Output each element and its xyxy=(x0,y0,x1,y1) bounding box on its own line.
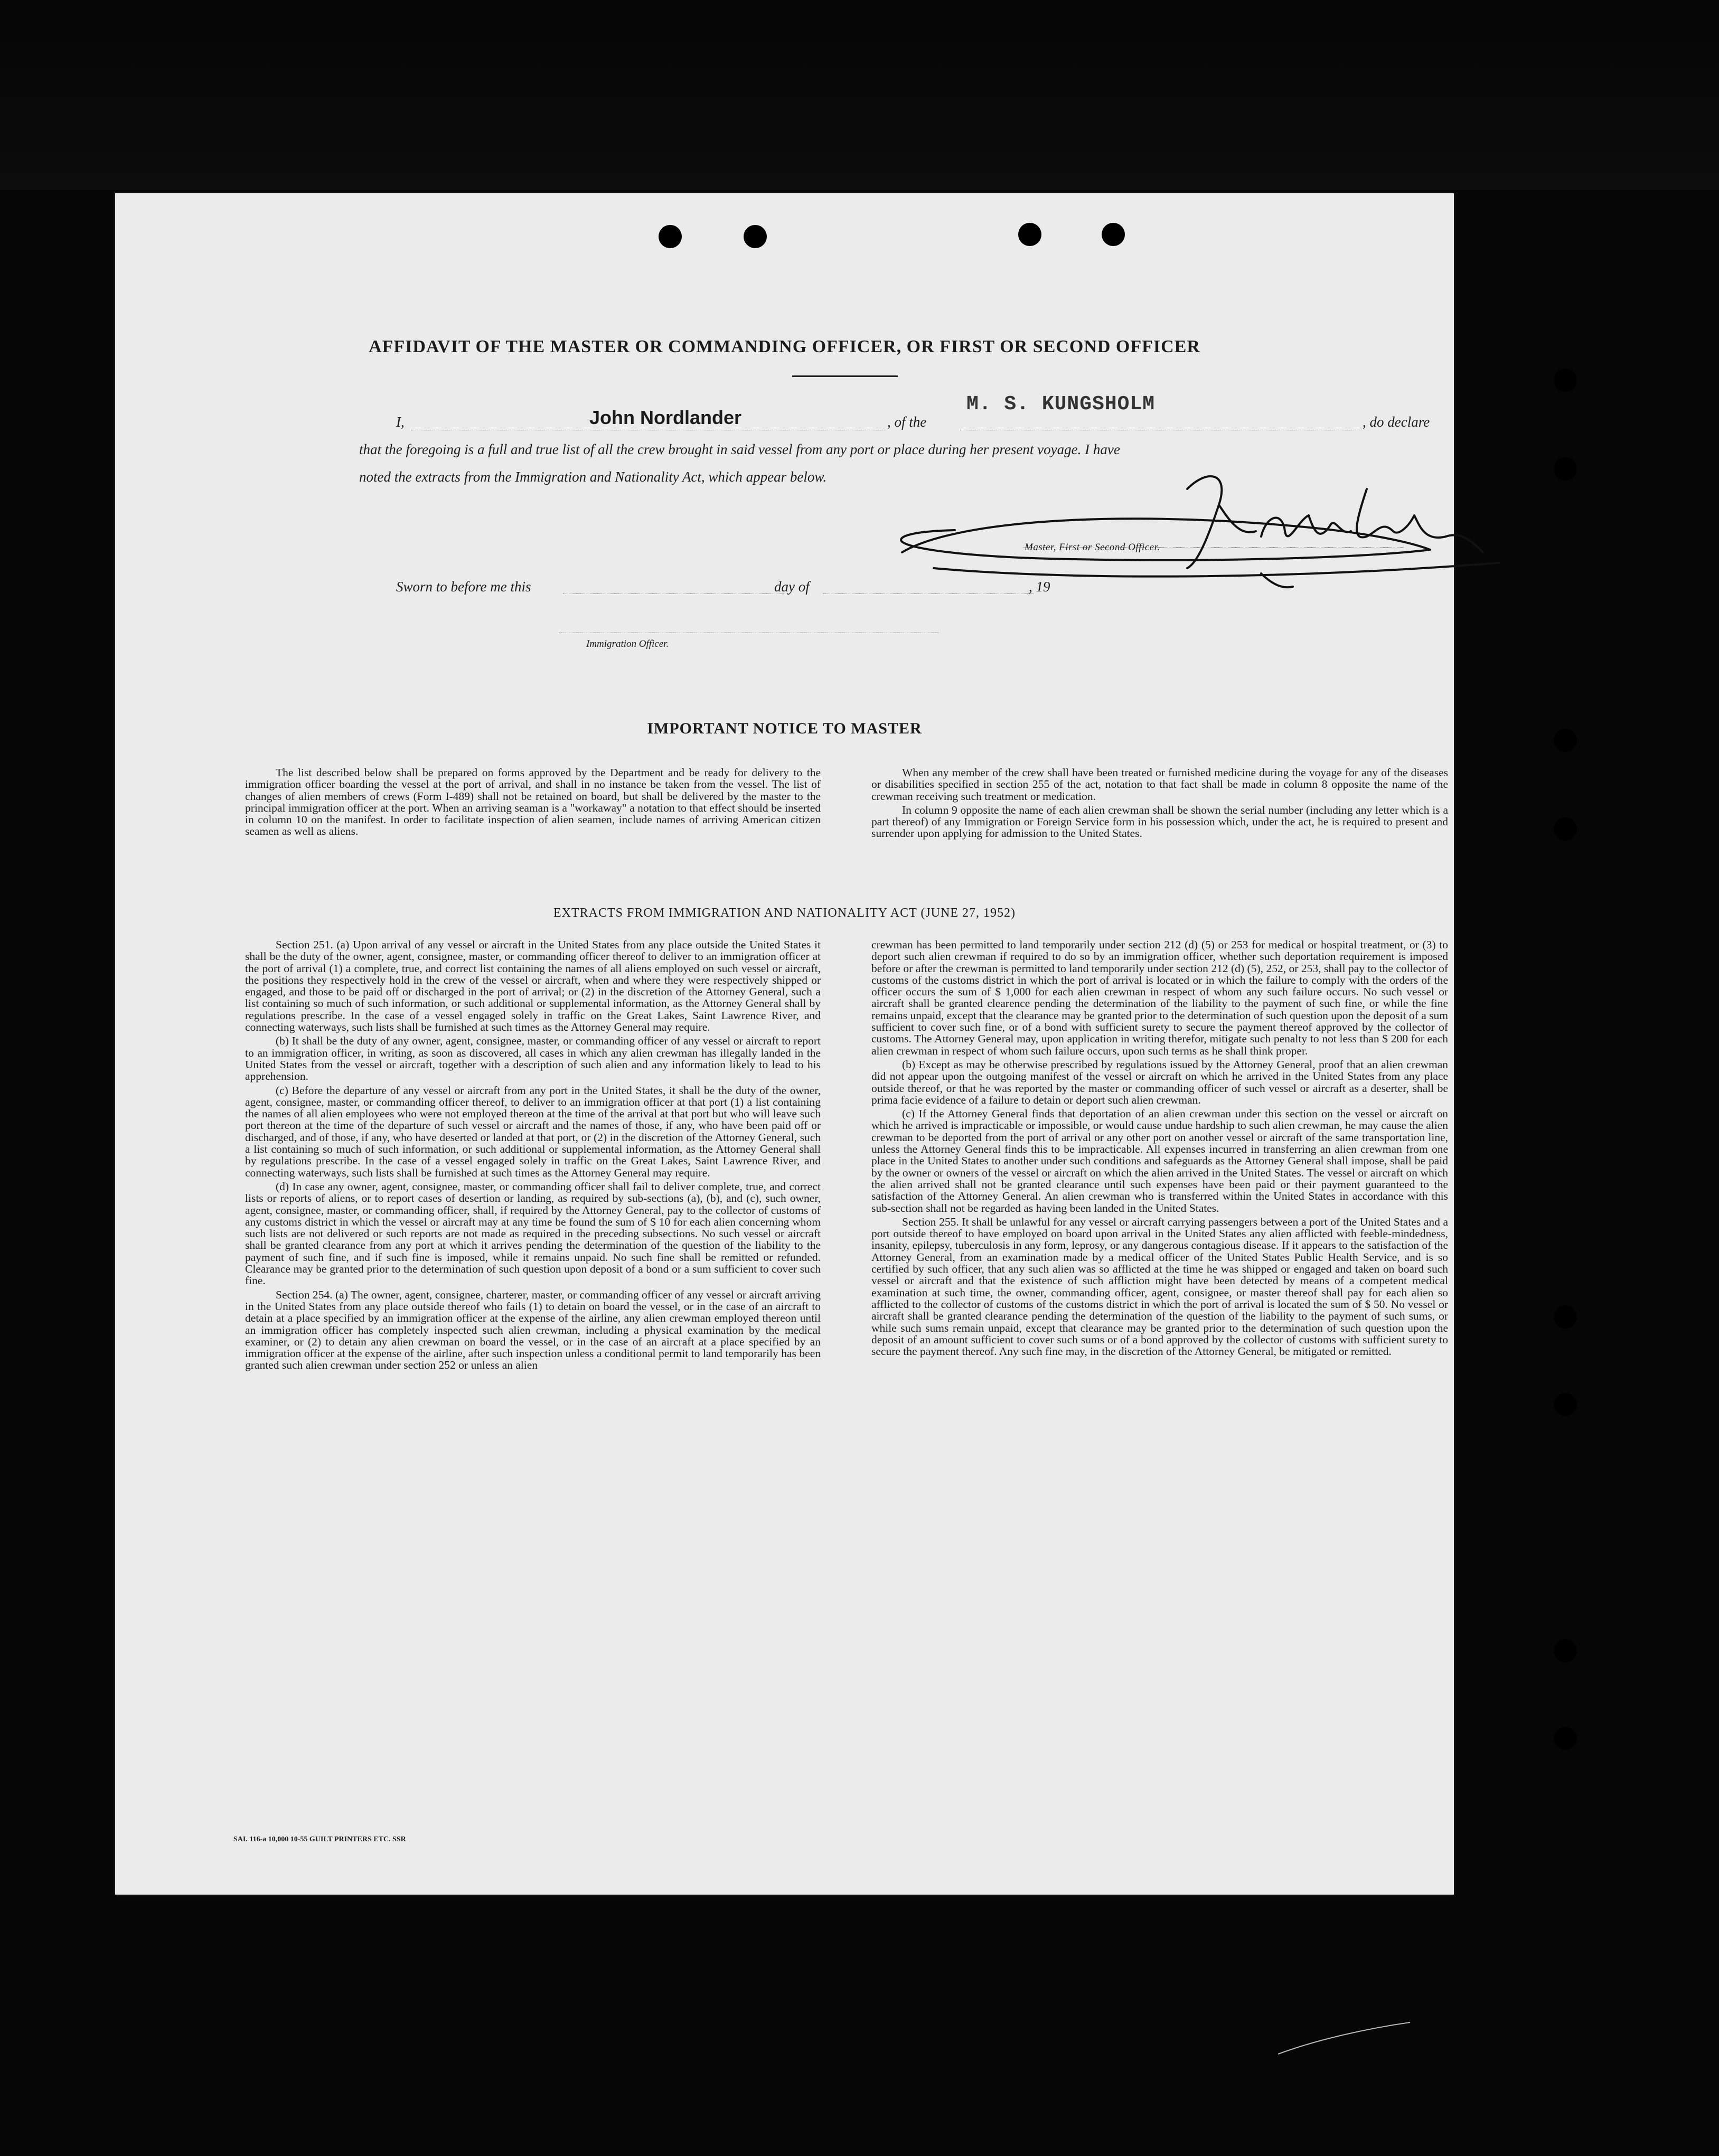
declaration-line-2: that the foregoing is a full and true list of all the crew brought in said vessel from any port or place during her present voyage. I have xyxy=(359,441,1120,457)
punch-hole xyxy=(1554,1305,1577,1329)
form-code: SAI. 116-a 10,000 10-55 GUILT PRINTERS ETC. SSR xyxy=(233,1835,406,1843)
punch-hole xyxy=(1554,817,1577,841)
extract-paragraph: (c) If the Attorney General finds that deportation of an alien crewman under this section on the vessel or aircraft on which he arrived is impracticable or impossible, or would cause undue hardship to such alien crewman, he may cause the alien crewman to be deported from the port of arrival or any other port on another vessel or aircraft of the same transportation line, unless the Attorney General finds this to be impracticable. All expenses incurred in transferring an alien crewman from one place in the United States to another under such conditions and safeguards as the Attorney General shall impose, shall be paid by the owner or owners of the vessel or aircraft on which the alien arrived in the United States. The vessel or aircraft on which the alien arrived shall not be granted clearance until such expenses have been paid or their payment guaranteed to the satisfaction of the Attorney General. An alien crewman who is transferred within the United States in accordance with this sub-section shall not be regarded as having been landed in the United States. xyxy=(871,1107,1448,1214)
punch-hole xyxy=(1554,1727,1577,1750)
master-name-value: John Nordlander xyxy=(589,407,742,428)
master-signature xyxy=(891,457,1515,595)
extract-paragraph: (d) In case any owner, agent, consignee, master, or commanding officer shall fail to deliver complete, true, and correct lists or reports of aliens, or to report cases of desertion or landing, as required by sub-sections (a), (b), and (c), such owner, agent, consignee, master, or commanding officer, shall, if required by the Attorney General, pay to the collector of customs of any customs district in which the vessel or aircraft may at any time be found the sum of $ 10 for each alien concerning whom such lists are not delivered or such reports are not made as required in the preceding subsections. No such vessel or aircraft shall be granted clearance from any port at which it arrives pending the determination of the question of the liability to the payment of such fine, and if such fine is imposed, while it remains unpaid. No such fine shall be remitted or refunded. Clearance may be granted prior to the determination of such question upon deposit of a bond or a sum sufficient to cover such fine. xyxy=(245,1180,821,1287)
scan-dark-margin xyxy=(0,0,1719,190)
punch-hole xyxy=(1018,223,1041,246)
affidavit-document-page xyxy=(115,193,1454,1895)
do-declare-label: , do declare xyxy=(1363,414,1430,430)
punch-hole xyxy=(1554,457,1577,481)
sworn-prefix: Sworn to before me this xyxy=(396,579,531,595)
punch-hole xyxy=(1554,729,1577,752)
extract-paragraph: (c) Before the departure of any vessel or aircraft from any port in the United States, it shall be the duty of the owner, agent, consignee, master, or commanding officer thereof, to deliver to an immigration officer at that port (1) a list containing the names of all alien employees who were not employed thereon at the time of the arrival at that port but who will leave such port thereon at the time of the departure of such vessel or aircraft and the names of those, if any, who have been paid off or discharged, and of those, if any, who have deserted or landed at that port, or (2) in the discretion of the Attorney General, such a list containing so much of such information, or such additional or supplemental information, as the Attorney General shall by regulations prescribe. In the case of a vessel engaged solely in traffic on the Great Lakes, Saint Lawrence River, and connecting waterways, such lists shall be furnished at such times as the Attorney General may require. xyxy=(245,1084,821,1179)
title-underline xyxy=(792,375,898,377)
declaration-line-3: noted the extracts from the Immigration and Nationality Act, which appear below. xyxy=(359,469,827,485)
notice-paragraph: When any member of the crew shall have been treated or furnished medicine during the voyage for any of the diseases or disabilities specified in section 255 of the act, notation to that fact shall be made in column 8 opposite the name of the crewman receiving such treatment or medication. xyxy=(871,766,1448,803)
signature-caption: Master, First or Second Officer. xyxy=(1025,542,1160,553)
extracts-title: EXTRACTS FROM IMMIGRATION AND NATIONALITY ACT (JUNE 27, 1952) xyxy=(553,906,1016,920)
extracts-right-column xyxy=(871,939,1448,1359)
punch-hole xyxy=(659,225,682,248)
extract-paragraph: Section 254. (a) The owner, agent, consignee, charterer, master, or commanding officer of any vessel or aircraft arriving in the United States from any place outside thereof who fails (1) to detain on board the vessel, or in the case of an aircraft to detain at a place specified by an immigration officer at the expense of the airline, any alien crewman employed thereon until an immigration officer has completely inspected such alien crewman, including a physical examination by the medical examiner, or (2) to detain any alien crewman on board the vessel, or in the case of an aircraft at a place specified by an immigration officer at the expense of the airline, after such inspection unless a conditional permit to land temporarily has been granted such alien crewman under section 252 or unless an alien xyxy=(245,1288,821,1372)
punch-hole xyxy=(1102,223,1125,246)
punch-hole xyxy=(1554,1393,1577,1416)
scan-scratch xyxy=(1278,2017,1415,2059)
extract-paragraph: (b) It shall be the duty of any owner, agent, consignee, master, or commanding officer of any vessel or aircraft to report to an immigration officer, in writing, as soon as discovered, all cases in which any alien crewman has illegally landed in the United States from the vessel or aircraft, together with a description of such alien and any information likely to lead to his apprehension. xyxy=(245,1034,821,1083)
punch-hole xyxy=(744,225,767,248)
of-the-label: , of the xyxy=(887,414,927,430)
sworn-year-label: , 19 xyxy=(1029,579,1050,595)
extract-paragraph: crewman has been permitted to land temporarily under section 212 (d) (5) or 253 for medical or hospital treatment, or (3) to deport such alien crewman if required to do so by an immigration officer, whether such deportation requirement is imposed before or after the crewman is permitted to land temporarily under section 212 (d) (5), 252, or 253, shall pay to the collector of customs of the customs district in which the port of arrival is located or in which the failure to comply with the orders of the officer occurs the sum of $ 1,000 for each alien crewman in respect of whom any such failure occurs. No such vessel or aircraft shall be granted clearence pending the determination of the liability to the payment of such fine, or while the fine remains unpaid, except that the clearance may be granted prior to the determination of such question upon the deposit of a sum sufficient to cover such fine, or of a bond with sufficient surety to secure the payment thereof approved by the collector of customs. The Attorney General may, upon application in writing therefor, mitigate such penalty to not less than $ 200 for each alien crewman in respect of whom such failure occurs, upon such terms as he shall think proper. xyxy=(871,938,1448,1057)
notice-paragraph: In column 9 opposite the name of each alien crewman shall be shown the serial number (including any letter which is a part thereof) of any Immigration or Foreign Service form in his possession which, under the act, he is required to present and surrender upon applying for admission to the United States. xyxy=(871,803,1448,840)
extracts-left-column xyxy=(245,939,821,1373)
declarant-prefix: I, xyxy=(396,414,405,430)
extract-paragraph: Section 251. (a) Upon arrival of any vessel or aircraft in the United States from any place outside the United States it shall be the duty of the owner, agent, consignee, master, or commanding officer thereof to deliver to an immigration officer at the port of arrival (1) a complete, true, and correct list containing the names of all aliens employed on such vessel or aircraft, the positions they respectively hold in the crew of the vessel or aircraft, when and where they were respectively shipped or engaged, and those to be paid off or discharged in the port of arrival; or (2) in the discretion of the Attorney General, such a list containing so much of such information, or such additional or supplemental information, as the Attorney General shall by regulations prescribe. In the case of a vessel engaged solely in traffic on the Great Lakes, Saint Lawrence River, and connecting waterways, such lists shall be furnished at such times as the Attorney General may require. xyxy=(245,938,821,1034)
sworn-day-of-label: day of xyxy=(774,579,810,595)
affidavit-title: AFFIDAVIT OF THE MASTER OR COMMANDING OFFICER, OR FIRST OR SECOND OFFICER xyxy=(369,337,1200,356)
officer-caption: Immigration Officer. xyxy=(586,638,669,649)
extract-paragraph: (b) Except as may be otherwise prescribed by regulations issued by the Attorney General, proof that an alien crewman did not appear upon the outgoing manifest of the vessel or aircraft on which he arrived in the United States from any place outside thereof, or that he was reported by the master or commanding officer of such vessel or aircraft as a deserter, shall be prima facie evidence of a failure to detain or deport such alien crewman. xyxy=(871,1058,1448,1106)
extract-paragraph: Section 255. It shall be unlawful for any vessel or aircraft carrying passengers between a port of the United States and a port outside thereof to have employed on board upon arrival in the United States any alien afflicted with feeble-mindedness, insanity, epilepsy, tuberculosis in any form, leprosy, or any dangerous contagious disease. If it appears to the satisfaction of the Attorney General, from an examination made by a medical officer of the United States Public Health Service, and is so certified by such officer, that any such alien was so afflicted at the time he was shipped or engaged and taken on board such vessel or aircraft and that the existence of such affliction might have been detected by means of a competent medical examination at such time, the owner, commanding officer, agent, consignee, or master thereof shall pay for each alien so afflicted to the collector of customs of the customs district in which the port of arrival is located the sum of $ 50. No vessel or aircraft shall be granted clearance pending the determination of the question of the liability to the payment of such sums, or while such sums remain unpaid, except that clearance may be granted prior to the determination of such question upon the deposit of an amount sufficient to cover such sums or of a bond approved by the collector of customs with sufficient surety to secure the payment thereof. Any such fine may, in the discretion of the Attorney General, be mitigated or remitted. xyxy=(871,1215,1448,1358)
notice-left-column xyxy=(245,767,821,840)
punch-hole xyxy=(1554,1639,1577,1662)
punch-hole xyxy=(1554,369,1577,392)
notice-paragraph: The list described below shall be prepared on forms approved by the Department and be ready for delivery to the immigration officer boarding the vessel at the port of arrival, and shall in no instance be taken from the vessel. The list of changes of alien members of crews (Form I-489) shall not be retained on board, but shall be delivered by the master to the principal immigration officer at the port. When an arriving seaman is a "workaway" a notation to that effect should be inserted in column 10 on the manifest. In order to facilitate inspection of alien seamen, include names of arriving American citizen seamen as well as aliens. xyxy=(245,766,821,838)
notice-title: IMPORTANT NOTICE TO MASTER xyxy=(647,720,922,737)
notice-right-column xyxy=(871,767,1448,842)
vessel-name-stamp: M. S. KUNGSHOLM xyxy=(966,393,1156,416)
